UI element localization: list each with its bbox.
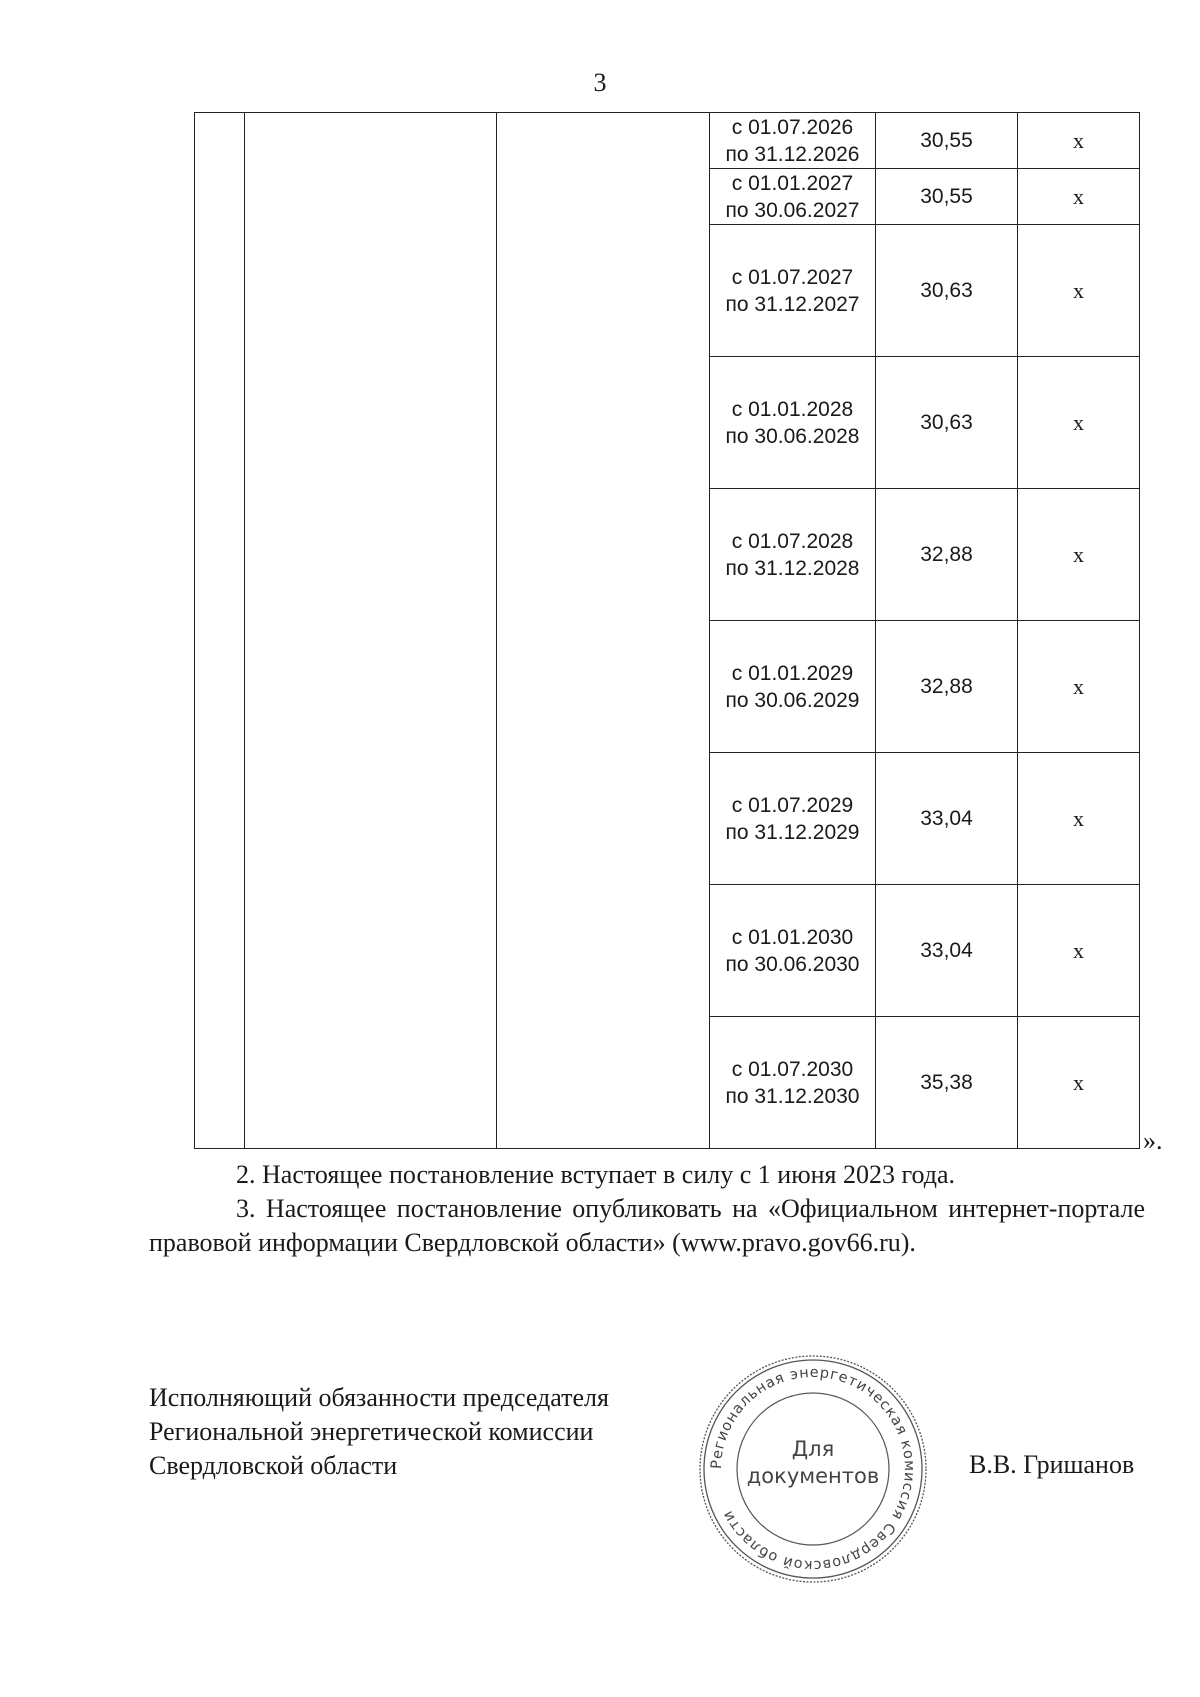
tariff-value-cell: 30,63 <box>876 225 1018 357</box>
closing-quote-mark: ». <box>1143 1126 1163 1155</box>
period-cell: с 01.07.2027 по 31.12.2027 <box>710 225 876 357</box>
period-cell: с 01.07.2030 по 31.12.2030 <box>710 1017 876 1149</box>
period-cell: с 01.01.2030 по 30.06.2030 <box>710 885 876 1017</box>
signer-name: В.В. Гришанов <box>969 1450 1135 1479</box>
page-number: 3 <box>593 68 607 97</box>
official-stamp <box>697 1353 929 1585</box>
tariff-value-cell: 35,38 <box>876 1017 1018 1149</box>
mark-cell: x <box>1018 357 1140 489</box>
mark-cell: x <box>1018 1017 1140 1149</box>
period-cell: с 01.01.2028 по 30.06.2028 <box>710 357 876 489</box>
tariff-value-cell: 32,88 <box>876 621 1018 753</box>
number-column-cell <box>195 113 245 1149</box>
signatory-line: Исполняющий обязанности председателя <box>149 1383 609 1412</box>
signatory-line: Свердловской области <box>149 1451 398 1480</box>
period-cell: с 01.01.2029 по 30.06.2029 <box>710 621 876 753</box>
period-cell: с 01.07.2028 по 31.12.2028 <box>710 489 876 621</box>
tariff-value-cell: 33,04 <box>876 753 1018 885</box>
tariff-value-cell: 32,88 <box>876 489 1018 621</box>
signatory-line: Региональной энергетической комиссии <box>149 1417 594 1446</box>
mark-cell: x <box>1018 113 1140 169</box>
mark-cell: x <box>1018 169 1140 225</box>
table-row <box>195 113 1140 169</box>
mark-cell: x <box>1018 885 1140 1017</box>
tariff-value-cell: 30,63 <box>876 357 1018 489</box>
paragraph-publication: 3. Настоящее постановление опубликовать на «Официальном интернет-портале правовой информации Свердловской области» (www.pravo.gov66.ru). <box>149 1194 1145 1257</box>
period-cell: с 01.01.2027 по 30.06.2027 <box>710 169 876 225</box>
category-column-cell <box>497 113 710 1149</box>
paragraph-effective-date: 2. Настоящее постановление вступает в силу с 1 июня 2023 года. <box>236 1160 956 1189</box>
tariff-table <box>194 112 1140 1149</box>
mark-cell: x <box>1018 621 1140 753</box>
stamp-center-line: документов <box>746 1464 880 1488</box>
mark-cell: x <box>1018 489 1140 621</box>
mark-cell: x <box>1018 753 1140 885</box>
stamp-ring-text: Региональная энергетическая комиссия Свердловской области <box>708 1364 918 1574</box>
stamp-center-line: Для <box>791 1437 835 1461</box>
mark-cell: x <box>1018 225 1140 357</box>
signatory-position <box>149 1381 609 1483</box>
period-cell: с 01.07.2026 по 31.12.2026 <box>710 113 876 169</box>
tariff-value-cell: 30,55 <box>876 113 1018 169</box>
period-cell: с 01.07.2029 по 31.12.2029 <box>710 753 876 885</box>
tariff-value-cell: 30,55 <box>876 169 1018 225</box>
tariff-value-cell: 33,04 <box>876 885 1018 1017</box>
organization-column-cell <box>245 113 497 1149</box>
